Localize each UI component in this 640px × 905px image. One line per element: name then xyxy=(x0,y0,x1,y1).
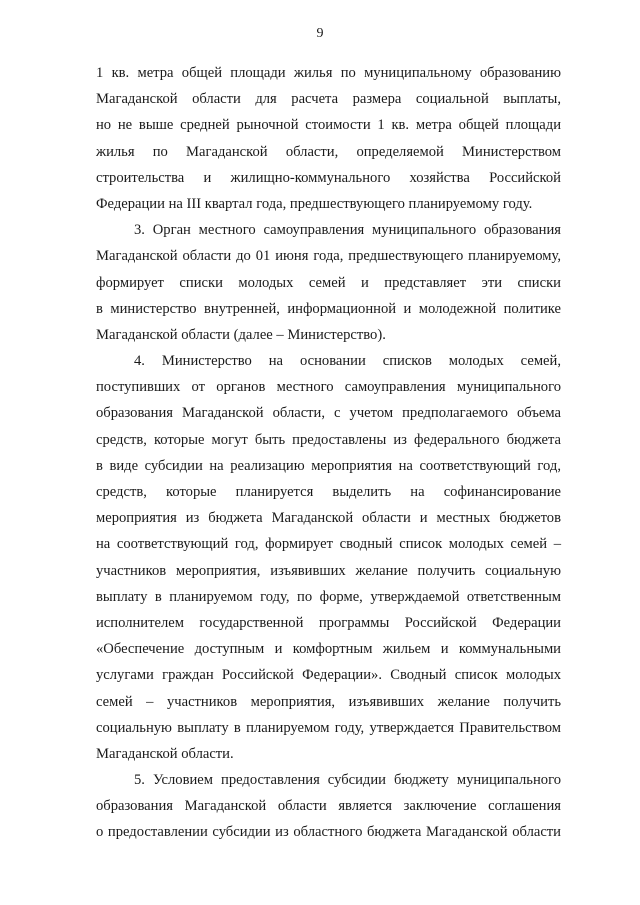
text-line: Федерации на III квартал года, предшествующего планируемому году. xyxy=(96,195,533,212)
text-line: Магаданской области до 01 июня года, предшествующего планируемому, xyxy=(96,248,561,265)
text-line: средств, которые планируется выделить на софинансирование xyxy=(96,484,561,500)
text-line: 1 кв. метра общей площади жилья по муниципальному образованию xyxy=(96,65,561,81)
paragraph xyxy=(96,217,561,348)
text-line: «Обеспечение доступным и комфортным жильем и коммунальными xyxy=(96,641,561,658)
text-line: участников мероприятия, изъявивших желание получить социальную xyxy=(96,562,561,579)
text-line: формирует списки молодых семей и представляет эти списки xyxy=(96,274,561,291)
text-line: на соответствующий год, формирует сводный список молодых семей – xyxy=(96,536,561,553)
text-line: жилья по Магаданской области, определяемой Министерством xyxy=(96,143,561,160)
text-line: исполнителем государственной программы Российской Федерации xyxy=(96,614,561,631)
text-line: семей – участников мероприятия, изъявивших желание получить xyxy=(96,693,561,710)
text-line: 4. Министерство на основании списков молодых семей, xyxy=(134,353,561,370)
text-line: услугами граждан Российской Федерации». Сводный список молодых xyxy=(96,667,561,684)
text-line: строительства и жилищно-коммунального хозяйства Российской xyxy=(96,169,561,186)
paragraph xyxy=(96,767,561,846)
text-line: Магаданской области. xyxy=(96,745,234,762)
text-line: поступивших от органов местного самоуправления муниципального xyxy=(96,379,561,396)
text-line: выплату в планируемом году, по форме, утверждаемой ответственным xyxy=(96,588,561,605)
text-line: Магаданской области для расчета размера социальной выплаты, xyxy=(96,91,561,108)
text-line: 3. Орган местного самоуправления муниципального образования xyxy=(134,222,561,239)
text-line: образования Магаданской области является заключение соглашения xyxy=(96,798,561,815)
text-line: 5. Условием предоставления субсидии бюджету муниципального xyxy=(134,772,561,789)
text-line: но не выше средней рыночной стоимости 1 кв. метра общей площади xyxy=(96,117,561,134)
paragraph xyxy=(96,60,561,217)
page-number: 9 xyxy=(316,26,324,41)
text-line: Магаданской области (далее – Министерство). xyxy=(96,326,386,343)
document-body xyxy=(96,60,561,846)
text-line: о предоставлении субсидии из областного бюджета Магаданской области xyxy=(96,824,561,841)
text-line: в министерство внутренней, информационной и молодежной политике xyxy=(96,300,561,317)
text-line: в виде субсидии на реализацию мероприятия на соответствующий год, xyxy=(96,457,561,474)
text-line: социальную выплату в планируемом году, утверждается Правительством xyxy=(96,719,561,736)
paragraph xyxy=(96,348,561,767)
text-line: средств, которые могут быть предоставлены из федерального бюджета xyxy=(96,431,561,448)
text-line: образования Магаданской области, с учетом предполагаемого объема xyxy=(96,405,561,422)
text-line: мероприятия из бюджета Магаданской области и местных бюджетов xyxy=(96,510,561,527)
